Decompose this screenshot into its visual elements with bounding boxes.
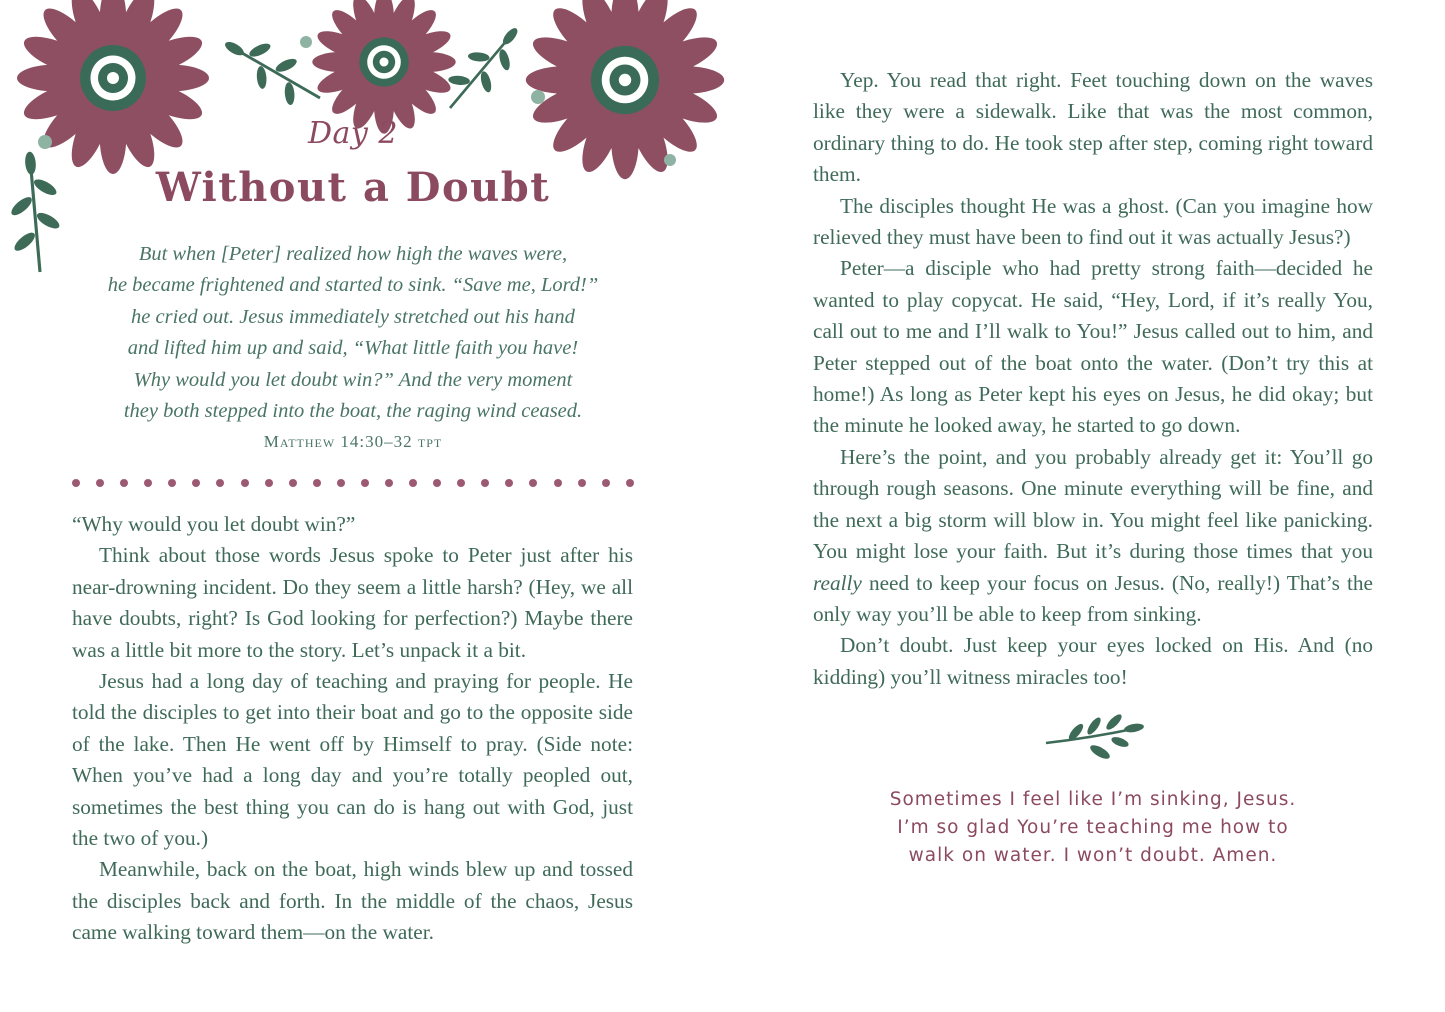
verse-line: Why would you let doubt win?” And the very moment bbox=[133, 368, 573, 391]
devotional-body-right bbox=[813, 65, 1373, 693]
divider-dot bbox=[168, 479, 176, 487]
divider-dot bbox=[72, 479, 80, 487]
body-paragraph: Meanwhile, back on the boat, high winds blew up and tossed the disciples back and forth. In the middle of the chaos, Jesus came walking toward them—on the water. bbox=[72, 857, 633, 945]
verse-line: and lifted him up and said, “What little faith you have! bbox=[127, 337, 579, 360]
divider-dot bbox=[120, 479, 128, 487]
emphasis-text: really bbox=[813, 570, 862, 595]
flower-right-icon bbox=[526, 0, 724, 179]
prayer-line: I’m so glad You’re teaching me how to bbox=[897, 817, 1289, 838]
divider-dot bbox=[433, 479, 441, 487]
body-paragraph: Peter—a disciple who had pretty strong faith—decided he wanted to play copycat. He said, “Hey, Lord, if it’s really You, call out to me and I’ll walk to You!” Jesus called out to him, and Peter stepped out of the boat onto the water. (Don’t try this at home!) As long as Peter kept his eyes on Jesus, he did okay; but the minute he looked away, he started to go down. bbox=[813, 256, 1373, 438]
left-page bbox=[0, 0, 722, 1012]
dotted-divider bbox=[72, 477, 634, 489]
body-paragraph: Don’t doubt. Just keep your eyes locked on His. And (no kidding) you’ll witness miracles too! bbox=[813, 633, 1373, 689]
scripture-reference: Matthew 14:30–32 tpt bbox=[263, 432, 443, 451]
divider-dot bbox=[626, 479, 634, 487]
divider-dot bbox=[409, 479, 417, 487]
body-paragraph: Jesus had a long day of teaching and praying for people. He told the disciples to get into their boat and go to the opposite side of the lake. Then He went off by Himself to pray. (Side note: When you’ve had a long day and you’re totally peopled out, sometimes the best thing you can do is hang out with God, just the two of you.) bbox=[72, 669, 633, 851]
devotional-body-left bbox=[72, 509, 633, 949]
divider-dot bbox=[457, 479, 465, 487]
divider-dot bbox=[481, 479, 489, 487]
divider-dot bbox=[505, 479, 513, 487]
page-title: Without a Doubt bbox=[155, 164, 551, 211]
sprig-divider-icon bbox=[1040, 712, 1144, 776]
divider-dot bbox=[529, 479, 537, 487]
body-paragraph: “Why would you let doubt win?” bbox=[72, 512, 356, 536]
verse-line: he became frightened and started to sink. “Save me, Lord!” bbox=[107, 274, 599, 297]
verse-line: But when [Peter] realized how high the waves were, bbox=[138, 243, 568, 265]
verse-line: he cried out. Jesus immediately stretched out his hand bbox=[131, 305, 575, 328]
day-label: Day 2 bbox=[307, 116, 398, 151]
divider-dot bbox=[192, 479, 200, 487]
body-text-segment: need to keep your focus on Jesus. (No, really!) That’s the only way you’ll be able to keep from sinking. bbox=[813, 570, 1374, 626]
body-paragraph: The disciples thought He was a ghost. (Can you imagine how relieved they must have been to find out it was actually Jesus?) bbox=[813, 193, 1373, 250]
divider-dot bbox=[216, 479, 224, 487]
flower-middle-icon bbox=[312, 0, 455, 134]
divider-dot bbox=[554, 479, 562, 487]
verse-line: they both stepped into the boat, the raging wind ceased. bbox=[123, 400, 583, 423]
prayer-line: Sometimes I feel like I’m sinking, Jesus. bbox=[889, 789, 1297, 810]
sprig-top-left-icon bbox=[214, 23, 332, 118]
body-paragraph: Yep. You read that right. Feet touching down on the waves like they were a sidewalk. Like that was the most common, ordinary thing to do. He took step after step, coming right toward them. bbox=[813, 68, 1373, 187]
divider-dot bbox=[265, 479, 273, 487]
divider-dot bbox=[289, 479, 297, 487]
scripture-quote bbox=[72, 239, 634, 427]
divider-dot bbox=[144, 479, 152, 487]
divider-dot bbox=[241, 479, 249, 487]
divider-dot bbox=[361, 479, 369, 487]
closing-prayer bbox=[843, 786, 1343, 870]
body-paragraph bbox=[813, 442, 1373, 630]
body-text-segment: Here’s the point, and you probably already get it: You’ll go through rough seasons. One minute everything will be fine, and the next a big storm will blow in. You might feel like panicking. You might lose your faith. But it’s during those times that you bbox=[813, 444, 1373, 564]
divider-dot bbox=[337, 479, 345, 487]
divider-dot bbox=[578, 479, 586, 487]
divider-dot bbox=[96, 479, 104, 487]
decorative-dot bbox=[300, 36, 312, 48]
body-paragraph: Think about those words Jesus spoke to Peter just after his near-drowning incident. Do they seem a little harsh? (Hey, we all have doubts, right? Is God looking for perfection?) Maybe there was a little bit more to the story. Let’s unpack it a bit. bbox=[72, 543, 633, 662]
prayer-line: walk on water. I won’t doubt. Amen. bbox=[908, 845, 1278, 866]
divider-dot bbox=[385, 479, 393, 487]
divider-dot bbox=[313, 479, 321, 487]
divider-dot bbox=[602, 479, 610, 487]
decorative-dot bbox=[531, 90, 545, 104]
right-page bbox=[722, 0, 1445, 1012]
